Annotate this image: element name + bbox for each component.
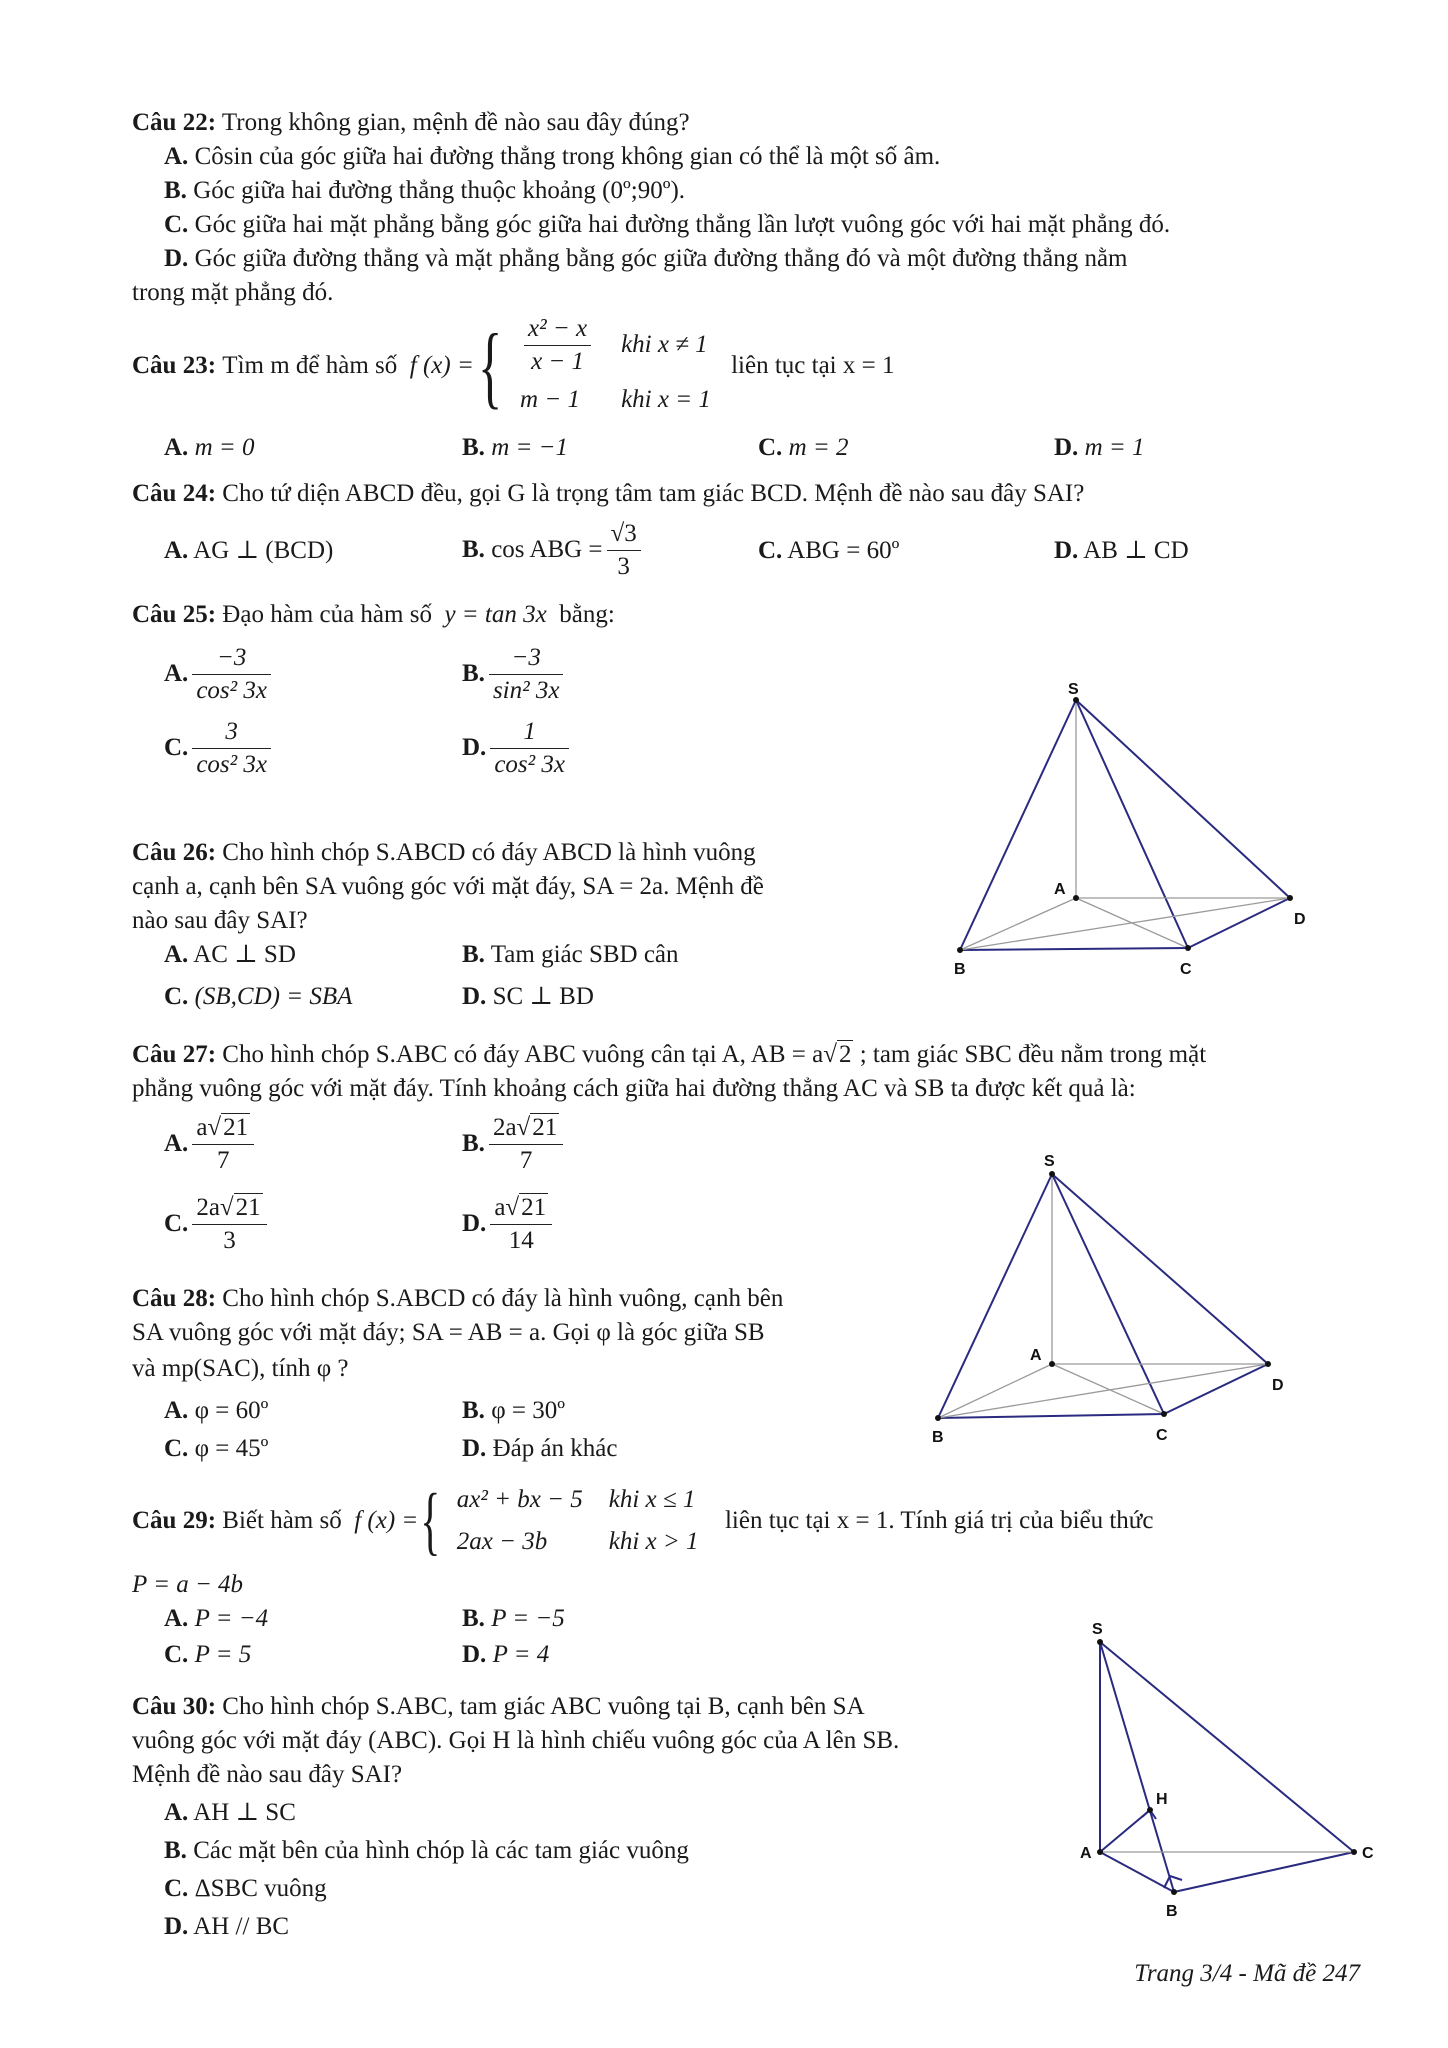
edge-cd [1164,1364,1268,1414]
q27-option-b[interactable]: B. $\frac{2a√21}{7}$ [462,1106,567,1182]
option-key: C. [758,537,783,564]
option-text: AH ⊥ SC [193,1799,296,1826]
q23-function-name: f (x) = [409,352,474,379]
option-key: C. [164,1210,189,1237]
q29-option-d[interactable] [462,1638,549,1672]
option-coefficient: a [494,1193,506,1221]
option-denominator: 7 [519,1146,533,1174]
option-key: D. [462,1210,487,1237]
option-numerator: √3 [607,518,641,551]
option-text: m = −1 [491,434,568,461]
edge-bc [1174,1852,1354,1892]
q28-stem-line-3 [132,1352,349,1386]
option-denominator: 14 [508,1226,534,1254]
option-radicand: 21 [521,1193,547,1221]
point-a [1097,1849,1103,1855]
option-text: AC ⊥ SD [193,941,296,968]
label-c: C [1156,1427,1168,1444]
option-text: Các mặt bên của hình chóp là các tam giác vuông [193,1837,689,1864]
q30-stem-line-3 [132,1758,402,1792]
q30-text: Cho hình chóp S.ABC, tam giác ABC vuông tại B, cạnh bên SA [222,1693,865,1720]
option-key: A. [164,660,189,687]
q29-piecewise [443,1478,713,1564]
option-key: D. [164,245,189,272]
option-text: m = 2 [788,434,849,461]
option-key: B. [164,177,187,204]
option-text: P = −4 [194,1605,269,1632]
q30-stem-line-1 [132,1690,865,1724]
point-h [1147,1807,1153,1813]
left-brace-icon: { [420,1479,441,1563]
q26-text: cạnh a, cạnh bên SA vuông góc với mặt đáy, SA = 2a. Mệnh đề [132,873,764,900]
q27-radicand: 2 [838,1041,852,1068]
point-s [1097,1639,1103,1645]
option-text: cos ABG = [491,536,603,563]
q28-stem-line-1 [132,1282,783,1316]
q29-label: Câu 29: [132,1507,217,1534]
option-denominator: sin² 3x [492,676,560,704]
q23-condition-2: khi x = 1 [621,385,711,413]
edge-sd [1076,700,1290,898]
option-key: A. [164,434,189,461]
option-coefficient: 2a [492,1113,517,1141]
q29-option-b[interactable] [462,1602,565,1636]
edge-sd [1052,1174,1268,1364]
q25-function: y = tan 3x [444,601,547,628]
option-text-continued: trong mặt phẳng đó. [132,279,334,306]
q23-case-2: m − 1 [520,385,580,413]
edge-sc [1076,700,1188,948]
option-text: AH // BC [193,1913,290,1940]
q23-tail: liên tục tại x = 1 [731,352,895,379]
q25-label: Câu 25: [132,601,217,628]
option-coefficient: 2a [196,1193,220,1221]
q30-text: Mệnh đề nào sau đây SAI? [132,1761,403,1788]
q28-label: Câu 28: [132,1285,217,1312]
point-s [1049,1171,1055,1177]
q25-option-b[interactable] [462,638,567,710]
q29-expression: P = a − 4b [132,1571,244,1598]
q27-label: Câu 27: [132,1041,217,1068]
q25-stem [132,598,615,632]
edge-sc [1052,1174,1164,1414]
q28-text: Cho hình chóp S.ABCD có đáy là hình vuông, cạnh bên [222,1285,784,1312]
label-a: A [1054,881,1066,898]
label-s: S [1068,681,1079,698]
edge-sb [1100,1642,1174,1892]
q23-stem [132,308,894,424]
q29-stem [132,1478,1153,1564]
q29-case-1: ax² + bx − 5 [456,1486,583,1513]
option-text: ΔSBC vuông [194,1875,327,1902]
q28-option-c[interactable] [164,1432,268,1466]
q24-stem [132,477,1084,511]
q23-option-a[interactable] [164,431,255,465]
label-d: D [1294,911,1306,928]
q29-option-c[interactable] [164,1638,251,1672]
edge-sb [960,700,1076,950]
option-text: m = 1 [1084,434,1145,461]
q28-text: và mp(SAC), tính φ ? [132,1355,349,1382]
q22-option-b[interactable] [164,174,685,208]
option-key: B. [462,434,485,461]
q23-text: Tìm m để hàm số [222,352,398,379]
option-key: A. [164,143,189,170]
q28-stem-line-2 [132,1316,765,1350]
option-key: B. [164,1837,187,1864]
option-radicand: 21 [235,1193,261,1221]
option-key: B. [462,1605,485,1632]
q26-option-d[interactable] [462,980,594,1014]
option-key: D. [1054,434,1079,461]
option-key: B. [462,1397,485,1424]
q29-condition-2: khi x > 1 [608,1528,699,1555]
option-text: AG ⊥ (BCD) [193,537,334,564]
option-key: A. [164,1397,189,1424]
option-key: C. [164,734,189,761]
q26-stem-line-3 [132,904,308,938]
option-text: Góc giữa hai mặt phẳng bằng góc giữa hai đường thẳng lần lượt vuông góc với hai mặt phẳng đó. [194,211,1171,238]
q23-denominator: x − 1 [531,347,585,375]
q28-text: SA vuông góc với mặt đáy; SA = AB = a. Gọi φ là góc giữa SB [132,1319,765,1346]
option-text: P = 5 [194,1641,252,1668]
q30-option-c[interactable] [164,1872,327,1906]
q30-option-d[interactable] [164,1910,289,1944]
option-key: D. [462,983,487,1010]
label-b: B [932,1429,944,1446]
q22-option-d[interactable] [164,242,1128,276]
option-key: A. [164,1605,189,1632]
option-key: D. [164,1913,189,1940]
q25-option-a[interactable] [164,638,275,710]
q23-numerator: x² − x [524,313,591,346]
point-c [1185,945,1191,951]
option-text: SC ⊥ BD [492,983,594,1010]
option-key: D. [1054,537,1079,564]
option-numerator: −3 [192,642,271,675]
point-d [1287,895,1293,901]
option-key: D. [462,1641,487,1668]
option-key: C. [164,1641,189,1668]
q26-label: Câu 26: [132,839,217,866]
q24-option-c[interactable] [758,534,899,568]
option-key: A. [164,1799,189,1826]
option-text: Đáp án khác [492,1435,618,1462]
q23-condition-1: khi x ≠ 1 [621,331,708,358]
label-c: C [1180,961,1192,978]
option-radicand: 21 [223,1113,249,1141]
left-brace-icon: { [477,315,503,417]
q28-option-a[interactable] [164,1394,268,1428]
option-text: Góc giữa hai đường thẳng thuộc khoảng (0º;90º). [193,177,686,204]
label-s: S [1044,1153,1055,1170]
option-text: m = 0 [194,434,255,461]
q22-option-a[interactable] [164,140,940,174]
figure-pyramid-sabc [1070,1620,1390,1920]
point-b [935,1415,941,1421]
q26-text: nào sau đây SAI? [132,907,308,934]
option-key: C. [164,211,189,238]
edge-bc [938,1414,1164,1418]
q27-option-c[interactable]: C. $\frac{2a√21}{3}$ [164,1186,271,1262]
q27-text: Cho hình chóp S.ABC có đáy ABC vuông cân tại A, AB = a [222,1041,824,1068]
q29-case-2: 2ax − 3b [456,1528,548,1555]
q29-condition-1: khi x ≤ 1 [608,1486,696,1513]
q27-option-d[interactable]: D. $\frac{a√21}{14}$ [462,1186,556,1262]
option-numerator: −3 [489,642,564,675]
option-key: D. [462,1435,487,1462]
diag-bd-hidden [960,898,1290,950]
label-a: A [1030,1347,1042,1364]
q26-text: Cho hình chóp S.ABCD có đáy ABCD là hình vuông [222,839,756,866]
label-b: B [954,961,966,978]
diag-ac-hidden [1052,1364,1164,1414]
diag-bd-hidden [938,1364,1268,1418]
q29-function-name: f (x) = [354,1507,419,1534]
option-text: ABG = 60º [787,537,900,564]
q26-option-c[interactable] [164,980,352,1014]
option-key: A. [164,941,189,968]
option-key: C. [164,983,189,1010]
q22-stem [132,106,690,140]
option-denominator: 7 [216,1146,230,1174]
option-key: B. [462,536,485,563]
q24-label: Câu 24: [132,480,217,507]
q27-option-a[interactable]: A. $\frac{a√21}{7}$ [164,1106,258,1182]
label-h: H [1156,1791,1168,1808]
q22-label: Câu 22: [132,109,217,136]
option-text: P = −5 [491,1605,565,1632]
q22-option-c[interactable] [164,208,1170,242]
q27-stem-line-2 [132,1072,1136,1106]
option-numerator: 3 [192,716,271,749]
figure-pyramid-sabcd-1 [930,680,1310,980]
option-key: C. [758,434,783,461]
q25-option-d[interactable] [462,712,573,784]
edge-bc [960,948,1188,950]
option-key: B. [462,1130,485,1157]
option-text: (SB,CD) = SBA [194,983,353,1010]
point-c [1161,1411,1167,1417]
option-key: A. [164,1130,189,1157]
q28-option-b[interactable] [462,1394,565,1428]
edge-sb [938,1174,1052,1418]
q25-option-c[interactable] [164,712,275,784]
q30-option-a[interactable] [164,1796,296,1830]
q27-text: phẳng vuông góc với mặt đáy. Tính khoảng cách giữa hai đường thẳng AC và SB ta được kết quả là: [132,1075,1136,1102]
q23-label: Câu 23: [132,352,217,379]
label-d: D [1272,1377,1284,1394]
label-a: A [1080,1845,1092,1862]
q23-option-c[interactable] [758,431,849,465]
q28-option-d[interactable] [462,1432,618,1466]
q24-option-d[interactable] [1054,534,1189,568]
q25-text: Đạo hàm của hàm số [222,601,432,628]
option-text: Tam giác SBD cân [490,941,679,968]
option-denominator: cos² 3x [196,676,267,704]
q22-option-d-continued [132,276,333,310]
option-text: φ = 60º [194,1397,269,1424]
option-coefficient: a [196,1113,208,1141]
q25-text-end: bằng: [559,601,615,628]
q24-text: Cho tứ diện ABCD đều, gọi G là trọng tâm tam giác BCD. Mệnh đề nào sau đây SAI? [222,480,1085,507]
option-denominator: 3 [617,552,630,580]
q24-option-b[interactable] [462,512,645,588]
q26-option-a[interactable] [164,938,296,972]
option-text: Góc giữa đường thẳng và mặt phẳng bằng góc giữa đường thẳng đó và một đường thẳng nằm [194,245,1128,272]
label-b: B [1166,1903,1178,1920]
q29-option-a[interactable] [164,1602,268,1636]
q26-stem-line-2 [132,870,764,904]
label-c: C [1362,1845,1374,1862]
q27-stem-line-1 [132,1038,1206,1072]
q23-option-d[interactable] [1054,431,1145,465]
point-a [1049,1361,1055,1367]
point-a [1073,895,1079,901]
option-text: Côsin của góc giữa hai đường thẳng trong không gian có thể là một số âm. [194,143,941,170]
edge-ab-hidden [960,898,1076,950]
option-denominator: cos² 3x [196,750,267,778]
q30-stem-line-2 [132,1724,899,1758]
option-denominator: 3 [223,1226,236,1254]
q27-text-end: ; tam giác SBC đều nằm trong mặt [859,1041,1207,1068]
option-text: φ = 45º [194,1435,269,1462]
q26-option-b[interactable] [462,938,679,972]
option-radicand: 21 [532,1113,558,1141]
q23-piecewise [506,311,725,422]
edge-ab-hidden [938,1364,1052,1418]
q30-option-b[interactable] [164,1834,689,1868]
point-b [1171,1889,1177,1895]
point-b [957,947,963,953]
option-key: B. [462,941,485,968]
point-c [1351,1849,1357,1855]
q29-text: Biết hàm số [222,1507,342,1534]
option-text: φ = 30º [491,1397,565,1424]
q26-stem-line-1 [132,836,756,870]
option-key: B. [462,660,485,687]
point-d [1265,1361,1271,1367]
q22-text: Trong không gian, mệnh đề nào sau đây đúng? [221,109,690,136]
q29-tail: liên tục tại x = 1. Tính giá trị của biểu thức [724,1507,1154,1534]
option-text: P = 4 [492,1641,550,1668]
option-denominator: cos² 3x [494,750,565,778]
option-numerator: 1 [490,716,569,749]
q30-text: vuông góc với mặt đáy (ABC). Gọi H là hình chiếu vuông góc của A lên SB. [132,1727,900,1754]
option-key: A. [164,537,189,564]
option-key: C. [164,1875,189,1902]
option-key: D. [462,734,487,761]
sqrt-icon: √ [823,1041,837,1068]
q23-option-b[interactable] [462,431,568,465]
label-s: S [1092,1621,1103,1638]
q30-label: Câu 30: [132,1693,217,1720]
figure-pyramid-sabcd-2 [910,1150,1290,1460]
page-footer: Trang 3/4 - Mã đề 247 [1134,1960,1360,1987]
option-key: C. [164,1435,189,1462]
option-text: AB ⊥ CD [1083,537,1189,564]
q24-option-a[interactable] [164,534,333,568]
